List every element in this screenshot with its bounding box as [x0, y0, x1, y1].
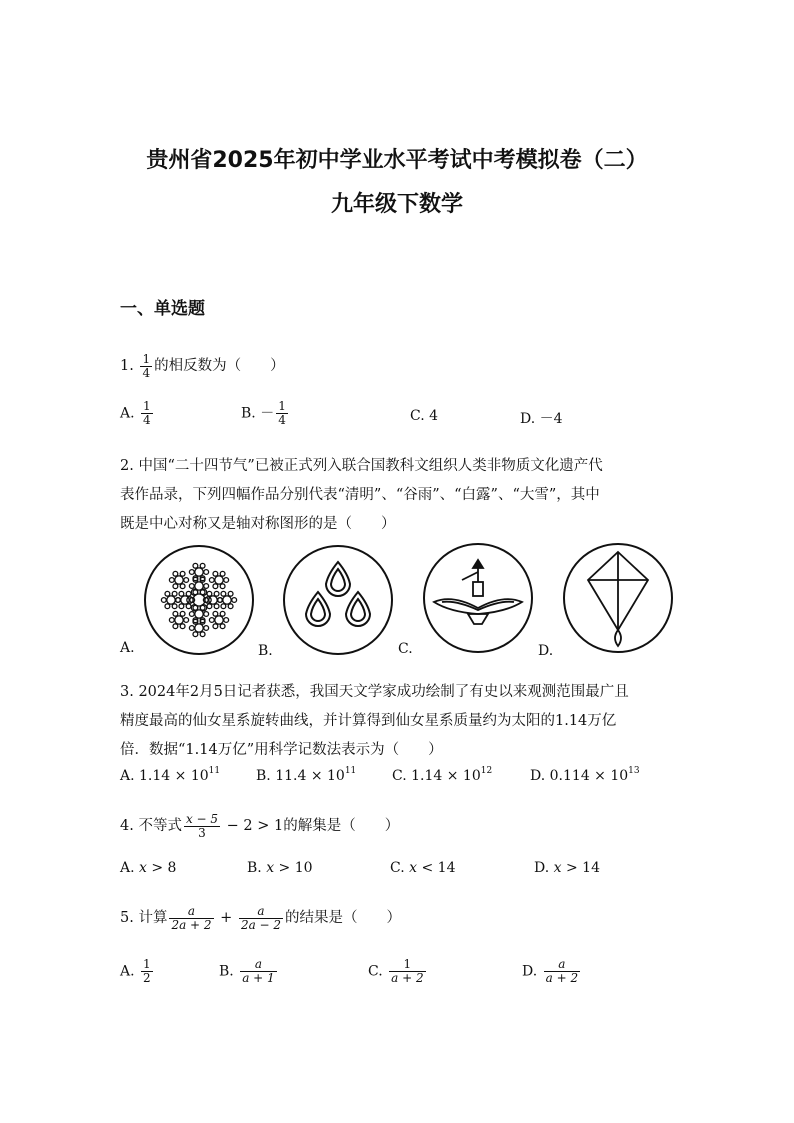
figure-label-c[interactable]: C.	[398, 641, 413, 657]
option-1d[interactable]: D. －4	[520, 411, 563, 427]
flower-petal	[179, 604, 184, 609]
flower-petal	[179, 591, 184, 596]
flower-petal	[204, 612, 209, 617]
flower-petal	[220, 584, 225, 589]
flower-petal	[180, 624, 185, 629]
flower-petal	[173, 571, 178, 576]
flower-petal	[209, 618, 214, 623]
flower-petal	[184, 618, 189, 623]
flower-petal	[165, 604, 170, 609]
option-4d[interactable]: D. x > 14	[534, 860, 600, 876]
question-2: 2. 中国“二十四节气”已被正式列入联合国教科文组织人类非物质文化遗产代 表作品录，下列四幅作品分别代表“清明”、“谷雨”、“白露”、“大雪”，其中 既是中心对称又是轴对称图形的是（ ）	[120, 458, 603, 532]
flower-petal	[186, 591, 191, 596]
flower-center	[215, 616, 223, 624]
figure-label-d[interactable]: D.	[538, 643, 554, 659]
flower-petal	[172, 604, 177, 609]
flower-petal	[189, 612, 194, 617]
flower-petal	[213, 624, 218, 629]
flower-petal	[189, 570, 194, 575]
figure-qingming	[143, 544, 255, 656]
fraction: $\frac{1}{4}$	[142, 351, 151, 380]
question-1	[120, 352, 680, 381]
option-5b[interactable]: B. $\frac{a}{a + 1}$	[219, 957, 275, 985]
flower-petal	[221, 604, 226, 609]
flower-center	[223, 596, 231, 604]
flower-petal	[184, 578, 189, 583]
flower-center	[175, 576, 183, 584]
flower-petal	[204, 570, 209, 575]
flower-petal	[214, 591, 219, 596]
flower-petal	[173, 611, 178, 616]
option-4a[interactable]: A. x > 8	[120, 860, 177, 876]
option-5d[interactable]: D. $\frac{a}{a + 2}$	[522, 957, 579, 985]
section-heading: 一、单选题	[120, 299, 205, 319]
flower-petal	[228, 591, 233, 596]
question-3: 3. 2024年2月5日记者获悉，我国天文学家成功绘制了有史以来观测范围最广且 精度最高的仙女星系旋转曲线，并计算得到仙女星系质量约为太阳的1.14万亿 倍．数据“1.14万亿”用科学记数法表示为（ ）	[120, 684, 629, 758]
figure-bailu	[422, 542, 534, 654]
flower-center	[195, 610, 203, 618]
question-5: 5. 计算 $\frac{a}{2a + 2}$ + $\frac{a}{2a - 2}$ 的结果是（ ）	[120, 903, 402, 932]
fraction: $\frac{a}{2a + 2}$	[171, 903, 212, 932]
option-3c[interactable]: C. $1.14 \times 10^{12}$	[392, 766, 493, 784]
option-4b[interactable]: B. x > 10	[247, 860, 313, 876]
option-1a[interactable]: A. $\frac{1}{4}$	[120, 399, 151, 427]
flower-petal	[180, 571, 185, 576]
fraction: $\frac{x - 5}{3}$	[185, 811, 219, 840]
flower-petal	[189, 626, 194, 631]
flower-petal	[200, 632, 205, 637]
option-3a[interactable]: A. $1.14 \times 10^{11}$	[120, 766, 221, 784]
figure-guyu	[282, 544, 394, 656]
flower-petal	[214, 604, 219, 609]
option-3b[interactable]: B. $11.4 \times 10^{11}$	[256, 766, 357, 784]
flower-petal	[209, 578, 214, 583]
flower-petal	[221, 591, 226, 596]
flower-center	[215, 576, 223, 584]
flower-petal	[169, 578, 174, 583]
flower-petal	[189, 584, 194, 589]
flower-petal	[180, 611, 185, 616]
flower-petal	[161, 598, 166, 603]
page-title: 贵州省2025年初中学业水平考试中考模拟卷（二）	[146, 148, 648, 173]
flower-center	[195, 568, 203, 576]
flower-petal	[169, 618, 174, 623]
flower-petal	[207, 604, 212, 609]
flower-petal	[224, 618, 229, 623]
flower-petal	[220, 571, 225, 576]
flower-petal	[224, 578, 229, 583]
fraction: $\frac{a}{2a - 2}$	[240, 903, 282, 932]
option-1c[interactable]: C. 4	[410, 408, 439, 424]
question-number: 1.	[120, 358, 134, 374]
flower-petal	[204, 584, 209, 589]
flower-petal	[173, 584, 178, 589]
flower-petal	[213, 611, 218, 616]
flower-center	[195, 582, 203, 590]
flower-petal	[180, 584, 185, 589]
flower-petal	[220, 624, 225, 629]
flower-petal	[173, 624, 178, 629]
flower-petal	[172, 591, 177, 596]
figure-label-a[interactable]: A.	[120, 640, 135, 656]
question-4: 4. 不等式 $\frac{x - 5}{3}$ − 2 > 1的解集是（ ）	[120, 811, 400, 840]
flower-petal	[186, 604, 191, 609]
figure-daxue	[562, 542, 674, 654]
option-1b[interactable]: B. － $\frac{1}{4}$	[241, 399, 286, 427]
flower-petal	[193, 563, 198, 568]
flower-petal	[213, 584, 218, 589]
option-5c[interactable]: C. $\frac{1}{a + 2}$	[368, 957, 424, 985]
flower-petal	[193, 632, 198, 637]
flower-petal	[165, 591, 170, 596]
flower-petal	[207, 591, 212, 596]
option-5a[interactable]: A. $\frac{1}{2}$	[120, 957, 151, 985]
flower-petal	[213, 571, 218, 576]
flower-petal	[232, 598, 237, 603]
flower-petal	[200, 563, 205, 568]
flower-petal	[228, 604, 233, 609]
option-4c[interactable]: C. x < 14	[390, 860, 456, 876]
figure-label-b[interactable]: B.	[258, 643, 273, 659]
flower-petal	[220, 611, 225, 616]
question-stem: 的相反数为（ ）	[154, 358, 285, 374]
option-3d[interactable]: D. $0.114 \times 10^{13}$	[530, 766, 640, 784]
page-subtitle: 九年级下数学	[330, 192, 463, 217]
flower-petal	[204, 626, 209, 631]
flower-center	[209, 596, 217, 604]
flower-center	[167, 596, 175, 604]
flower-center	[195, 624, 203, 632]
flower-center	[181, 596, 189, 604]
flower-center	[175, 616, 183, 624]
